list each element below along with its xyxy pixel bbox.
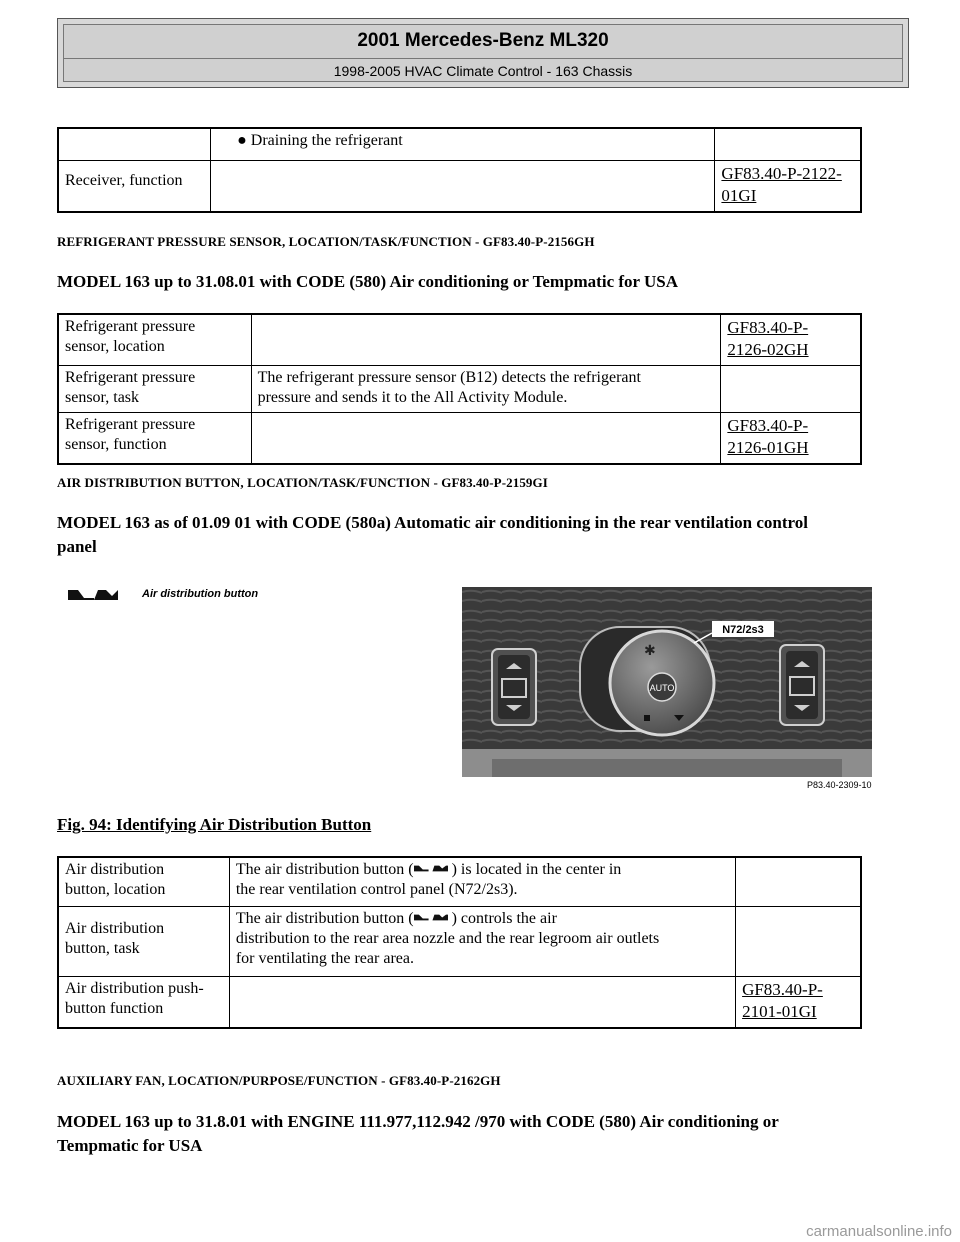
header-subtitle: 1998-2005 HVAC Climate Control - 163 Chassis [333,63,633,79]
row-label: Air distribution button, task [58,906,229,976]
empty-cell [721,366,861,413]
control-panel-photo [462,587,872,777]
figure-legend [68,586,258,602]
section-heading: AUXILIARY FAN, LOCATION/PURPOSE/FUNCTION - GF83.40-P-2162GH [57,1073,501,1088]
model-line: MODEL 163 as of 01.09 01 with CODE (580a) Automatic air conditioning in the rear ventilation control panel [57,513,808,556]
row-description: The air distribution button ( ) is located in the center in the rear ventilation control panel (N72/2s3). [229,857,735,906]
row-label: Air distribution push- button function [58,976,229,1028]
row-label: Refrigerant pressure sensor, task [58,366,251,413]
doc-link[interactable]: GF83.40-P- 2126-01GH [727,416,809,457]
figure-ref: P83.40-2309-10 [807,780,872,790]
row-label: Refrigerant pressure sensor, location [58,314,251,366]
empty-cell [736,906,861,976]
receiver-table [57,127,862,213]
air-distribution-table [57,856,862,1029]
pressure-sensor-table [57,313,862,465]
bullet-text: Draining the refrigerant [250,132,403,149]
row-label: Refrigerant pressure sensor, function [58,413,251,465]
doc-link[interactable]: GF83.40-P- 2101-01GI [742,979,823,1021]
empty-cell [715,128,861,160]
header-title: 2001 Mercedes-Benz ML320 [357,30,609,51]
row-description: The air distribution button ( ) controls the air distribution to the rear area nozzle and the rear legroom air outlets for ventilating the rear area. [229,906,735,976]
empty-cell [211,160,715,212]
header-divider [64,58,902,59]
air-distribution-symbol-icon [68,586,118,600]
link-cell[interactable] [715,160,861,212]
empty-cell [251,413,721,465]
air-distribution-button-icon [414,861,448,875]
empty-cell [58,128,211,160]
auto-label: AUTO [649,683,675,693]
row-label: Air distribution button, location [58,857,229,906]
empty-cell [229,976,735,1028]
section-heading: REFRIGERANT PRESSURE SENSOR, LOCATION/TASK/FUNCTION - GF83.40-P-2156GH [57,234,595,249]
component-callout: N72/2s3 [722,624,764,636]
watermark: carmanualsonline.info [806,1223,952,1240]
row-description: The refrigerant pressure sensor (B12) detects the refrigerant pressure and sends it to the All Activity Module. [251,366,721,413]
bullet-cell [211,128,715,160]
row-label: Receiver, function [58,160,211,212]
legend-label: Air distribution button [142,588,259,600]
bullet-icon: ● [237,132,247,149]
figure-caption: Fig. 94: Identifying Air Distribution Button [57,815,372,834]
page-header [57,18,909,88]
link-cell[interactable] [721,314,861,366]
air-distribution-button-icon [414,910,448,924]
section-heading: AIR DISTRIBUTION BUTTON, LOCATION/TASK/FUNCTION - GF83.40-P-2159GI [57,475,548,490]
link-cell[interactable] [721,413,861,465]
link-cell[interactable] [736,976,861,1028]
empty-cell [251,314,721,366]
model-line: MODEL 163 up to 31.08.01 with CODE (580) Air conditioning or Tempmatic for USA [57,272,679,291]
doc-link[interactable]: GF83.40-P-2122- 01GI [721,163,842,205]
header-frame [63,24,903,82]
model-line: MODEL 163 up to 31.8.01 with ENGINE 111.977,112.942 /970 with CODE (580) Air conditioning or Tempmatic for USA [57,1112,779,1155]
svg-text:✱: ✱ [644,643,656,659]
empty-cell [736,857,861,906]
control-panel-illustration [462,587,872,777]
doc-link[interactable]: GF83.40-P- 2126-02GH [727,318,809,359]
